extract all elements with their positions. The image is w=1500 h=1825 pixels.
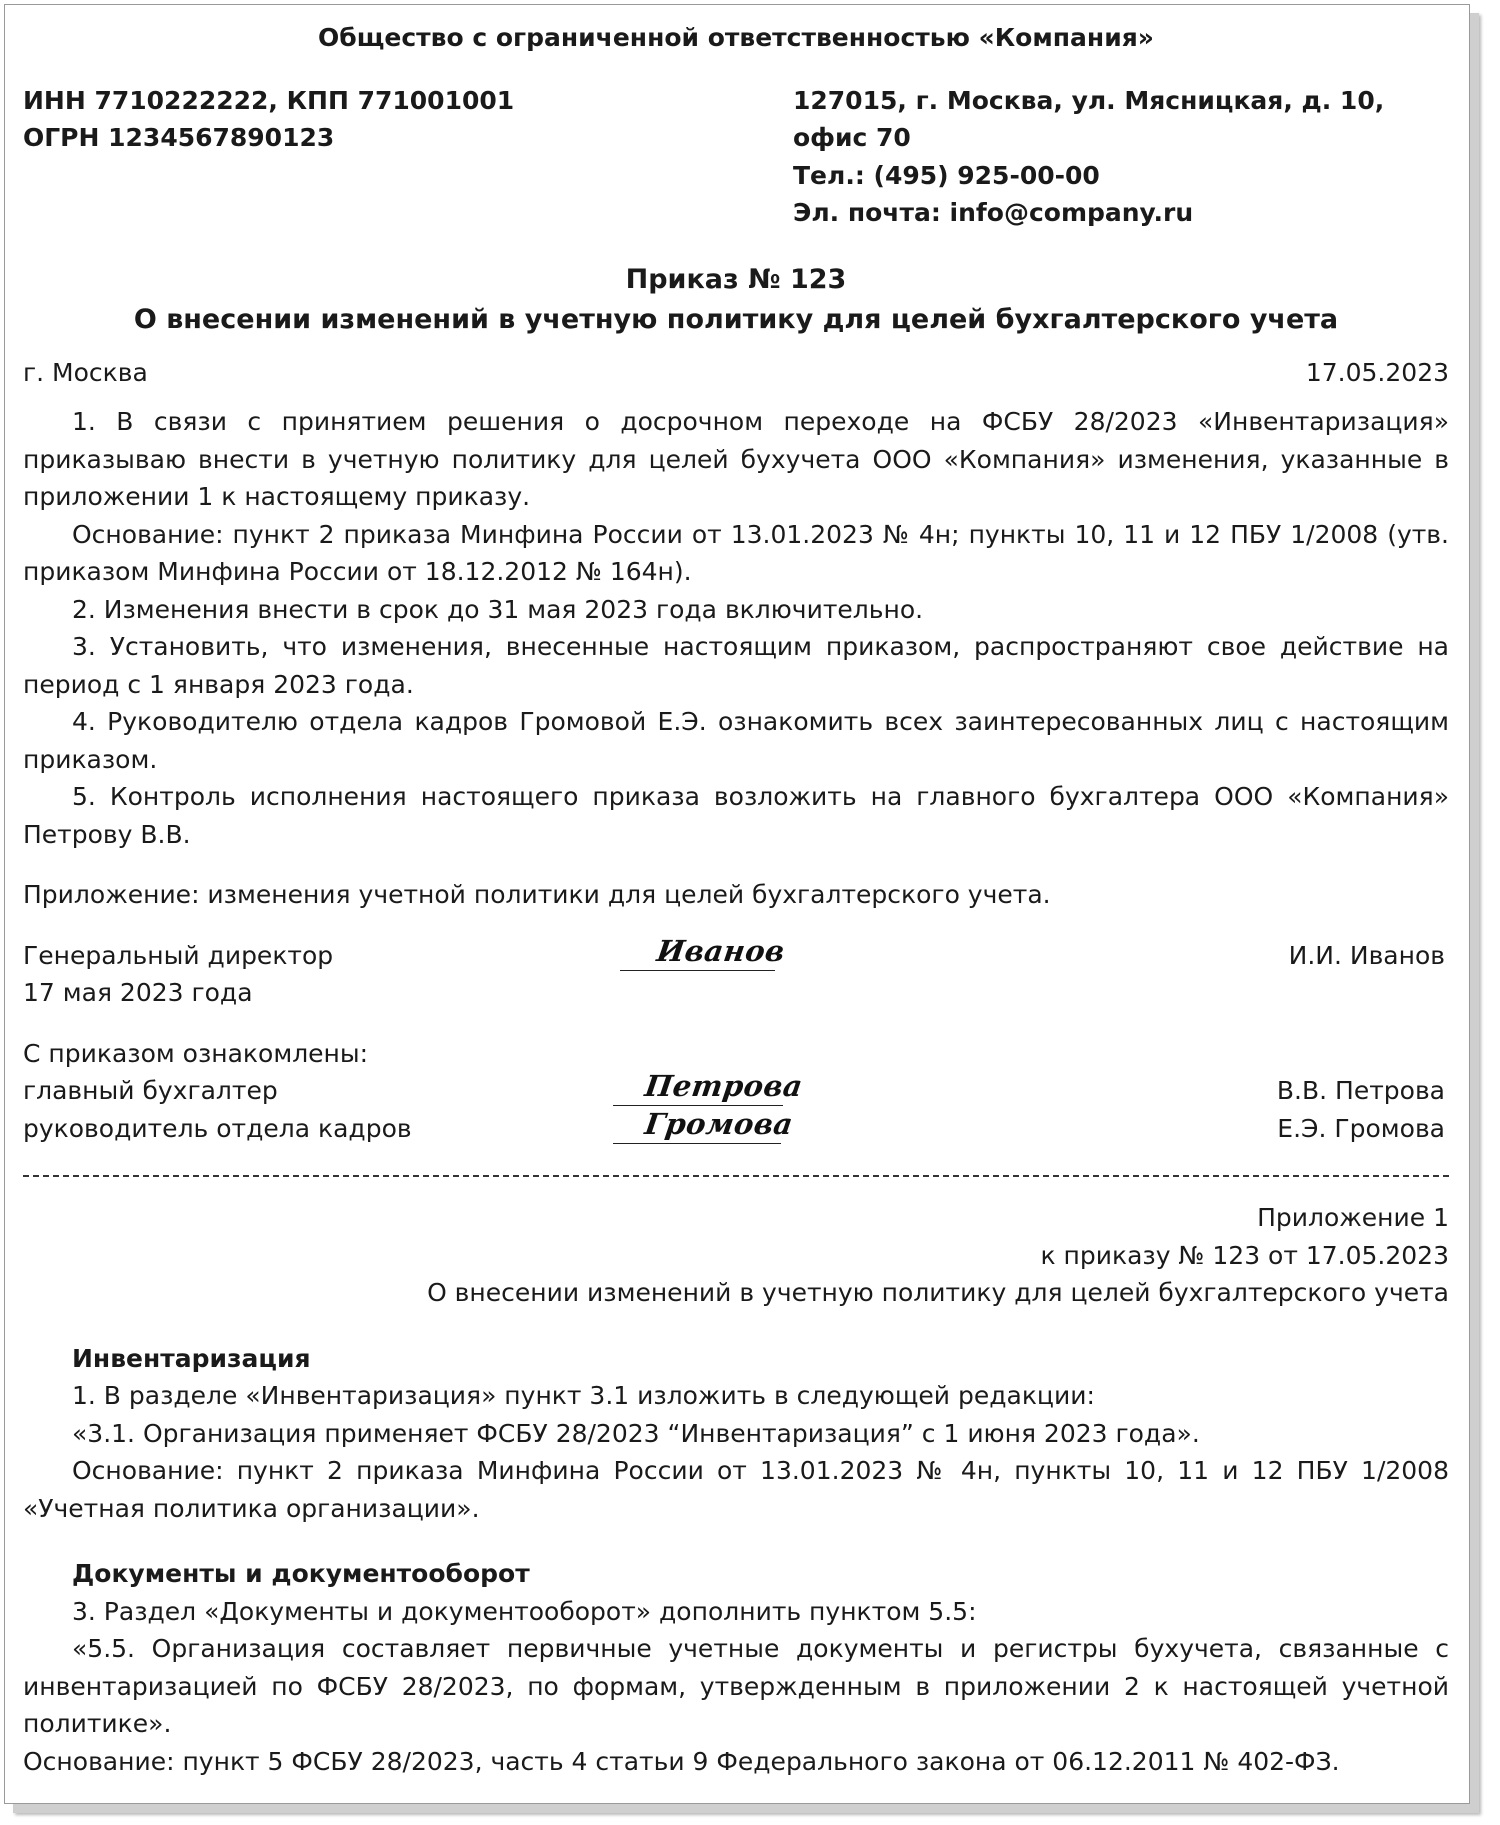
order-item: 4. Руководителю отдела кадров Громовой Е.Э. ознакомить всех заинтересованных лиц с настоящим приказом. bbox=[23, 707, 1449, 774]
attachment-note: Приложение: изменения учетной политики для целей бухгалтерского учета. bbox=[23, 880, 1051, 909]
acquainted-label: С приказом ознакомлены: bbox=[23, 1038, 369, 1068]
section-line: 3. Раздел «Документы и документооборот» дополнить пунктом 5.5: bbox=[72, 1596, 977, 1626]
order-item: 1. В связи с принятием решения о досрочном переходе на ФСБУ 28/2023 «Инвентаризация» приказываю внести в учетную политику для целей бухучета ООО «Компания» изменения, указанные в приложении 1 к настоящему приказу. bbox=[23, 407, 1449, 511]
order-item: Основание: пункт 2 приказа Минфина России от 13.01.2023 № 4н; пункты 10, 11 и 12 ПБУ 1/2008 (утв. приказом Минфина России от 18.12.2012 № 164н). bbox=[23, 519, 1449, 586]
org-name: Общество с ограниченной ответственностью «Компания» bbox=[318, 23, 1154, 52]
appendix-header bbox=[23, 1199, 1449, 1312]
document-page bbox=[4, 4, 1470, 1804]
appendix-section-inventory bbox=[23, 1340, 1449, 1528]
order-item: 3. Установить, что изменения, внесенные настоящим приказом, распространяют свое действие на период с 1 января 2023 года. bbox=[23, 632, 1449, 699]
accountant-signature-row bbox=[23, 1069, 1449, 1110]
section-line: Основание: пункт 2 приказа Минфина России от 13.01.2023 № 4н, пункты 10, 11 и 12 ПБУ 1/2008 «Учетная политика организации». bbox=[23, 1456, 1449, 1523]
director-title: Генеральный директор bbox=[23, 940, 334, 970]
section-heading: Документы и документооборот bbox=[72, 1559, 530, 1588]
hr-signature-row bbox=[23, 1106, 1449, 1148]
cut-line-divider bbox=[23, 1175, 1449, 1177]
accountant-name: В.В. Петрова bbox=[1276, 1076, 1445, 1105]
appendix-section-documents bbox=[23, 1555, 1449, 1780]
order-date: 17.05.2023 bbox=[1305, 357, 1449, 387]
section-line: «3.1. Организация применяет ФСБУ 28/2023 “Инвентаризация” с 1 июня 2023 года». bbox=[72, 1418, 1200, 1448]
section-line: 1. В разделе «Инвентаризация» пункт 3.1 изложить в следующей редакции: bbox=[72, 1381, 1095, 1410]
director-date: 17 мая 2023 года bbox=[23, 978, 253, 1007]
email: Эл. почта: info@company.ru bbox=[793, 198, 1194, 227]
accountant-handwritten-signature: Петрова bbox=[642, 1069, 805, 1103]
order-item: 2. Изменения внести в срок до 31 мая 2023 года включительно. bbox=[72, 594, 924, 624]
ogrn: ОГРН 1234567890123 bbox=[23, 123, 335, 152]
director-handwritten-signature: Иванов bbox=[654, 933, 788, 968]
order-number: Приказ № 123 bbox=[625, 263, 847, 295]
order-title bbox=[23, 260, 1449, 340]
director-name: И.И. Иванов bbox=[1288, 940, 1445, 970]
appendix-label: Приложение 1 bbox=[1257, 1203, 1449, 1232]
requisites-left bbox=[23, 82, 793, 232]
appendix-subject: О внесении изменений в учетную политику для целей бухгалтерского учета bbox=[427, 1278, 1449, 1307]
city-date-row bbox=[23, 354, 1449, 392]
section-heading: Инвентаризация bbox=[72, 1343, 311, 1373]
director-signature-row bbox=[23, 933, 1449, 975]
order-item: 5. Контроль исполнения настоящего приказа возложить на главного бухгалтера ООО «Компания» Петрову В.В. bbox=[23, 782, 1449, 849]
accountant-title: главный бухгалтер bbox=[23, 1076, 278, 1105]
hr-handwritten-signature: Громова bbox=[642, 1106, 796, 1141]
section-line: «5.5. Организация составляет первичные учетные документы и регистры бухучета, связанные с инвентаризацией по ФСБУ 28/2023, по формам, утвержденным в приложении 2 к настоящей учетной политике». bbox=[23, 1634, 1449, 1738]
order-subject: О внесении изменений в учетную политику для целей бухгалтерского учета bbox=[133, 303, 1339, 335]
section-line: Основание: пункт 5 ФСБУ 28/2023, часть 4 статьи 9 Федерального закона от 06.12.2011 № 402-ФЗ. bbox=[23, 1746, 1340, 1776]
phone: Тел.: (495) 925-00-00 bbox=[793, 160, 1100, 190]
appendix-ref: к приказу № 123 от 17.05.2023 bbox=[1040, 1240, 1449, 1270]
address: 127015, г. Москва, ул. Мясницкая, д. 10, офис 70 bbox=[793, 85, 1385, 152]
requisites-right bbox=[793, 82, 1449, 232]
order-city: г. Москва bbox=[23, 357, 148, 387]
requisites bbox=[23, 82, 1449, 232]
inn-kpp: ИНН 7710222222, КПП 771001001 bbox=[23, 85, 515, 115]
hr-title: руководитель отдела кадров bbox=[23, 1113, 412, 1143]
document-content bbox=[23, 19, 1449, 1780]
hr-name: Е.Э. Громова bbox=[1277, 1113, 1445, 1143]
order-body bbox=[23, 403, 1449, 853]
